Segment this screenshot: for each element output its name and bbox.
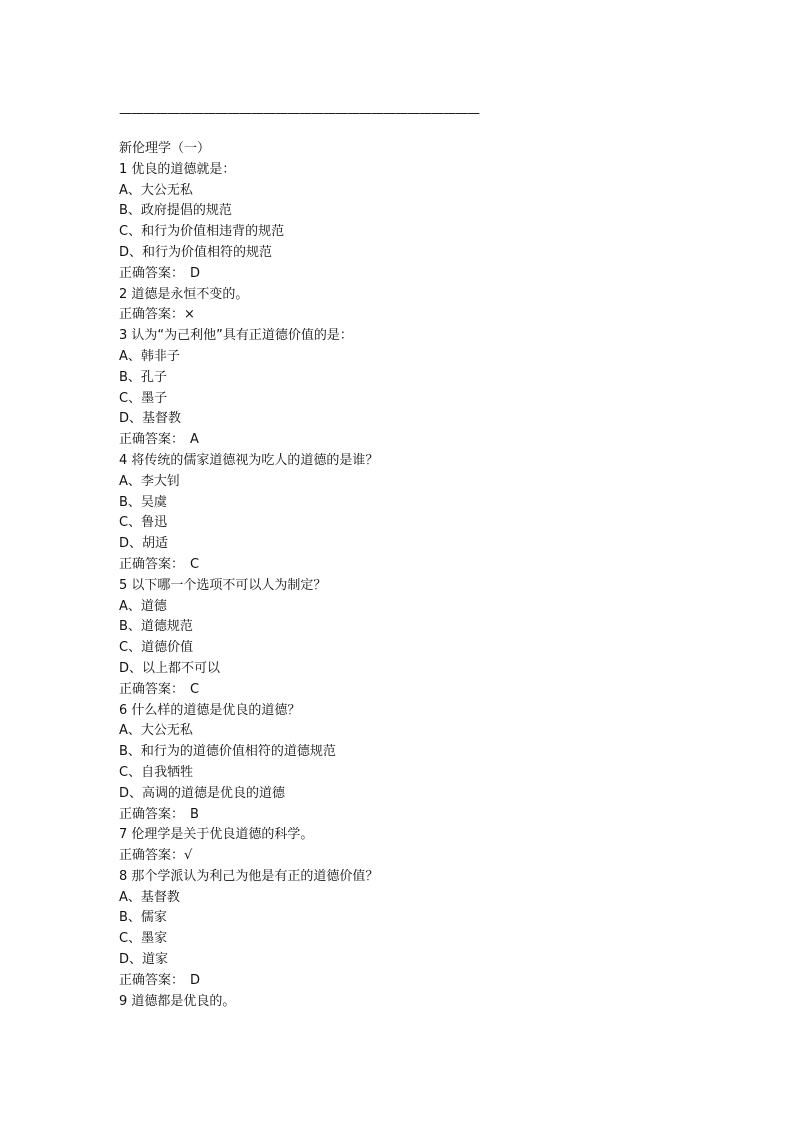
correct-answer-label: 正确答案： (119, 265, 185, 281)
correct-answer-label: 正确答案： (119, 806, 185, 822)
question-text: 2 道德是永恒不变的。 (119, 286, 249, 302)
answer-option: D、高调的道德是优良的道德 (119, 785, 286, 801)
answer-option: B、和行为的道德价值相符的道德规范 (119, 744, 336, 760)
correct-answer-label: 正确答案： (119, 972, 185, 988)
correct-answer-line (119, 305, 679, 326)
answer-option: D、道家 (119, 952, 169, 968)
correct-answer-label: 正确答案： (119, 307, 185, 323)
question-text: 3 认为“为己利他”具有正道德价值的是： (119, 328, 353, 344)
answer-option: D、胡适 (119, 536, 169, 552)
correct-answer-line (119, 805, 679, 826)
correct-answer-line (119, 680, 679, 701)
correct-answer-label: 正确答案： (119, 432, 185, 448)
correct-answer-label: 正确答案： (119, 681, 185, 697)
answer-option: D、基督教 (119, 411, 182, 427)
question-text: 1 优良的道德就是： (119, 161, 236, 177)
answer-option: A、大公无私 (119, 723, 193, 739)
document-body (119, 139, 679, 1012)
answer-option: B、孔子 (119, 369, 167, 385)
answer-option: C、墨家 (119, 931, 168, 947)
correct-answer-line (119, 846, 679, 867)
correct-answer-value: C (190, 681, 200, 697)
correct-answer-label: 正确答案： (119, 848, 185, 864)
answer-option: B、道德规范 (119, 619, 193, 635)
correct-answer-value: × (184, 307, 195, 323)
correct-answer-value: C (190, 556, 200, 572)
correct-answer-line (119, 971, 679, 992)
answer-option: D、以上都不可以 (119, 660, 221, 676)
answer-option: A、大公无私 (119, 182, 193, 198)
correct-answer-value: √ (184, 848, 193, 864)
answer-option: B、政府提倡的规范 (119, 203, 232, 219)
document-title: 新伦理学（一） (119, 141, 211, 156)
separator-rule: —————————————————————————————— (119, 106, 479, 121)
correct-answer-line (119, 555, 679, 576)
answer-option: C、和行为价值相违背的规范 (119, 224, 285, 240)
correct-answer-line (119, 264, 679, 285)
answer-option: A、李大钊 (119, 473, 180, 489)
correct-answer-value: B (190, 806, 199, 822)
question-text: 7 伦理学是关于优良道德的科学。 (119, 827, 314, 843)
correct-answer-value: D (190, 265, 201, 281)
answer-option: A、韩非子 (119, 348, 180, 364)
correct-answer-value: D (190, 972, 201, 988)
correct-answer-value: A (190, 432, 199, 448)
answer-option: A、基督教 (119, 889, 180, 905)
correct-answer-line (119, 430, 679, 451)
answer-option: C、墨子 (119, 390, 168, 406)
answer-option: B、儒家 (119, 910, 167, 926)
answer-option: C、道德价值 (119, 640, 194, 656)
question-text: 6 什么样的道德是优良的道德？ (119, 702, 301, 718)
question-list (119, 160, 679, 1013)
answer-option: A、道德 (119, 598, 167, 614)
question-text: 4 将传统的儒家道德视为吃人的道德的是谁？ (119, 452, 379, 468)
answer-option: C、鲁迅 (119, 515, 168, 531)
answer-option: D、和行为价值相符的规范 (119, 244, 273, 260)
answer-option: C、自我牺牲 (119, 764, 194, 780)
answer-option: B、吴虞 (119, 494, 167, 510)
question-text: 5 以下哪一个选项不可以人为制定？ (119, 577, 327, 593)
correct-answer-label: 正确答案： (119, 556, 185, 572)
question-text: 8 那个学派认为利己为他是有正的道德价值？ (119, 868, 379, 884)
question-text: 9 道德都是优良的。 (119, 993, 236, 1009)
